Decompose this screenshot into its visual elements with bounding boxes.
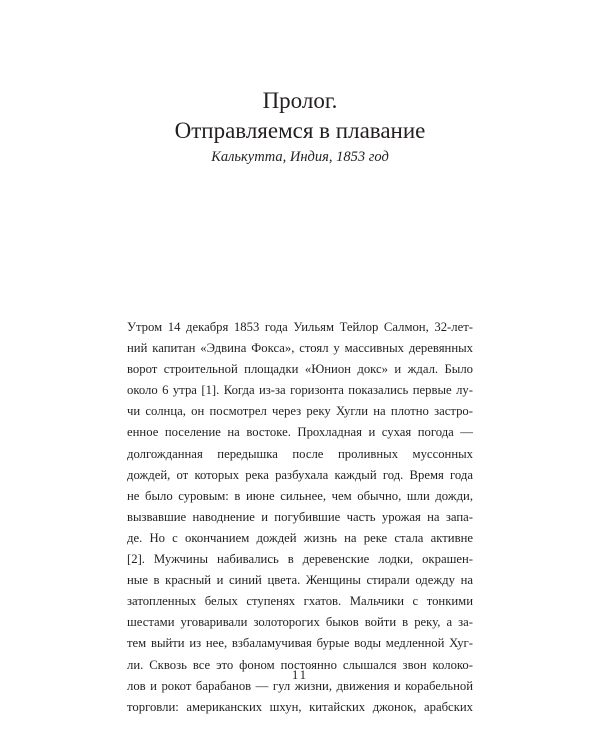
text-line: торговли: американских шхун, китайских джонок, арабских: [127, 699, 473, 714]
text-line: не было суровым: в июне сильнее, чем обычно, шли дожди,: [127, 488, 473, 503]
chapter-subtitle: Калькутта, Индия, 1853 год: [211, 149, 389, 165]
text-line: тем выйти из нее, взбаламучивая бурые воды медленной Хуг-: [127, 636, 473, 651]
text-line: ли. Сквозь все это фоном постоянно слышался звон колоко-: [127, 657, 473, 672]
text-line: енное поселение на востоке. Прохладная и сухая погода —: [127, 425, 473, 440]
text-line: вызвавшие наводнение и погубившие часть урожая на запа-: [127, 509, 473, 524]
text-line: чи солнца, он посмотрел через реку Хугли на плотно застро-: [127, 404, 473, 419]
text-line: ворот строительной площадки «Юнион докс» и ждал. Было: [127, 362, 473, 377]
text-line: ные в красный и синий цвета. Женщины стирали одежду на: [127, 573, 473, 588]
text-line: около 6 утра [1]. Когда из-за горизонта показались первые лу-: [127, 383, 473, 398]
text-line: затопленных белых ступенях гхатов. Мальчики с тонкими: [127, 594, 473, 609]
text-line: лов и рокот барабанов — гул жизни, движения и корабельной: [127, 678, 473, 693]
text-line: долгожданная передышка после проливных муссонных: [127, 446, 473, 461]
body-text: [127, 317, 473, 718]
text-line: [2]. Мужчины набивались в деревенские лодки, окрашен-: [127, 552, 473, 567]
text-line: де. Но с окончанием дождей жизнь на реке стала активне: [127, 530, 473, 545]
text-line: шестами уговаривали золоторогих быков войти в реку, а за-: [127, 615, 473, 630]
page-number: 11: [291, 668, 309, 682]
text-line: Утром 14 декабря 1853 года Уильям Тейлор Салмон, 32-лет-: [127, 320, 473, 334]
text-line: ний капитан «Эдвина Фокса», стоял у массивных деревянных: [127, 341, 473, 356]
chapter-title: [0, 86, 600, 146]
text-line: дождей, от которых река разбухала каждый год. Время года: [127, 467, 473, 482]
chapter-title-line-1: Пролог.: [262, 88, 338, 113]
chapter-title-line-2: Отправляемся в плавание: [174, 118, 426, 143]
